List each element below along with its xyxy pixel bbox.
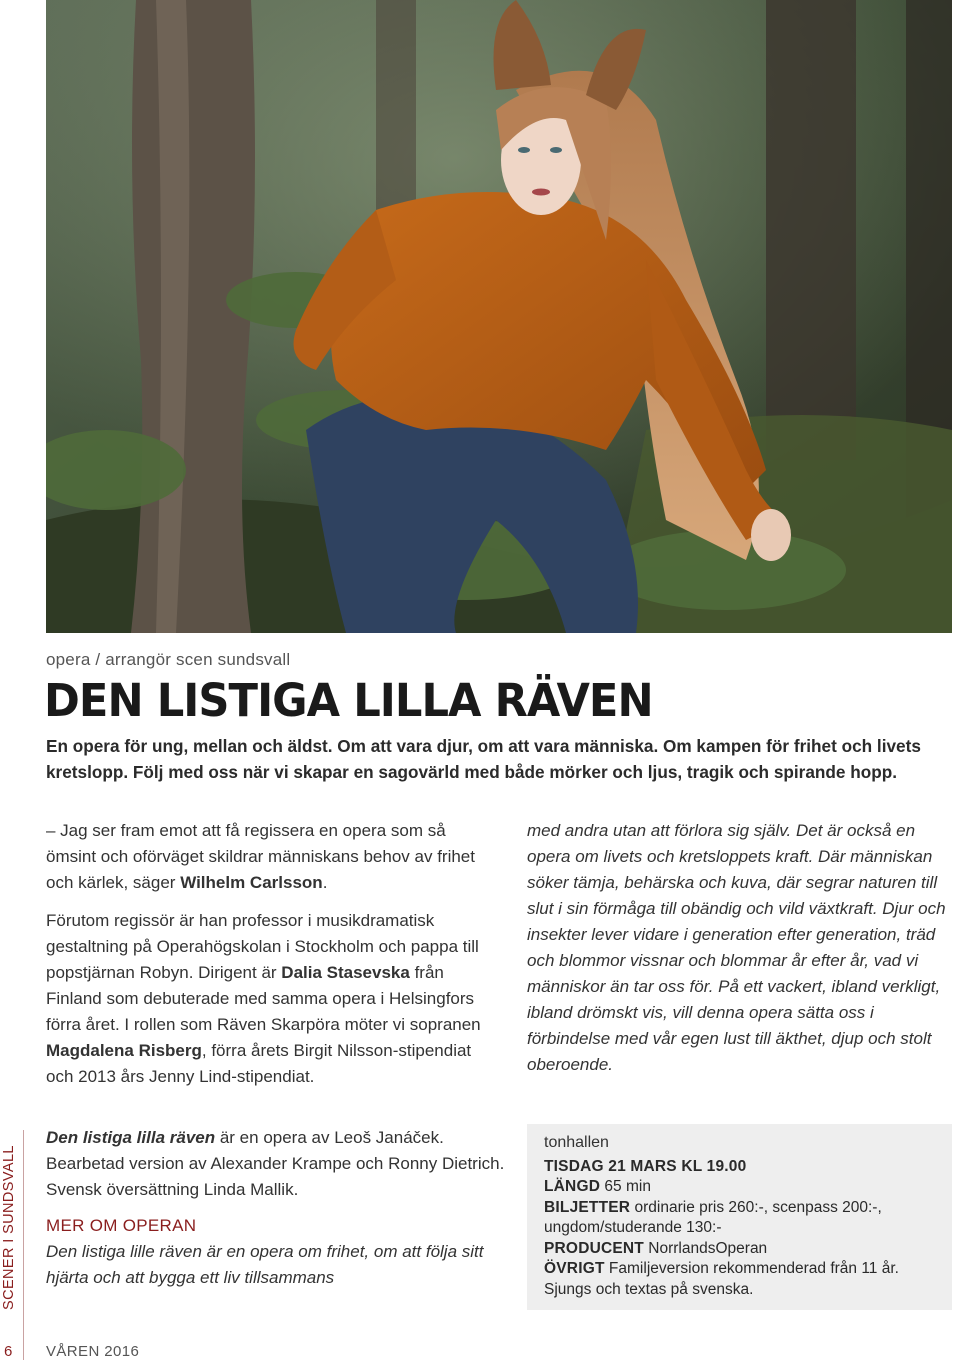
quote-end: .: [322, 873, 328, 892]
side-section-label: SCENER I SUNDSVALL: [1, 1145, 17, 1310]
about-section: [46, 1125, 516, 1291]
page-number: 6: [4, 1343, 13, 1360]
venue-name: tonhallen: [544, 1134, 609, 1151]
left-column: [46, 818, 486, 1102]
about-paragraph: [46, 1125, 516, 1203]
event-date: TISDAG 21 MARS KL 19.00: [544, 1157, 747, 1175]
page-title: DEN LISTIGA LILLA RÄVEN: [44, 674, 653, 727]
more-heading: MER OM OPERAN: [46, 1216, 197, 1235]
credits-text-b: från Finland som debuterade med samma opera i Helsingfors förra året. I rollen som Räven Skarpöra möter vi sopranen: [46, 963, 481, 1034]
quote-text: – Jag ser fram emot att få regissera en opera som så ömsint och oförväget skildrar människans behov av frihet och kärlek, säger: [46, 821, 475, 892]
issue-label: VÅREN 2016: [46, 1343, 140, 1360]
tickets-value: ordinarie pris 260:-, scenpass 200:-, ungdom/studerande 130:-: [544, 1198, 882, 1236]
more-body: Den listiga lille räven är en opera om frihet, om att följa sitt hjärta och att bygga ett liv tillsammans: [46, 1242, 484, 1287]
soprano-name: Magdalena Risberg: [46, 1041, 202, 1060]
other-label: ÖVRIGT: [544, 1260, 605, 1277]
forest-photo-icon: [46, 0, 952, 633]
length-row: [544, 1177, 938, 1198]
work-title: Den listiga lilla räven: [46, 1128, 216, 1147]
producer-row: [544, 1239, 938, 1260]
tickets-label: BILJETTER: [544, 1198, 631, 1216]
other-value: Familjeversion rekommenderad från 11 år. Sjungs och textas på svenska.: [544, 1260, 899, 1298]
about-text: är en opera av Leoš Janáček. Bearbetad version av Alexander Krampe och Ronny Dietrich. Svensk översättning Linda Mallik.: [46, 1128, 505, 1199]
credits-paragraph: [46, 908, 486, 1090]
credits-text-a: Förutom regissör är han professor i musikdramatisk gestaltning på Operahögskolan i Stockholm och pappa till popstjärnan Robyn. Dirigent är: [46, 911, 479, 982]
right-column-text: med andra utan att förlora sig själv. Det är också en opera om livets och kretsloppets kraft. Där människan söker tämja, behärska och kuva, där segrar naturen till slut i sin förmåga till obändig och vild växtkraft. Djur och insekter lever vidare i generation efter generation, träd och blommor vissnar och blommar år efter år, vad vi människor än tar oss för. På ett vackert, ibland verkligt, ibland drömskt vis, vill denna opera sätta oss i förbindelse med vår egen lust till äkthet, djup och stolt oberoende.: [527, 821, 946, 1074]
conductor-name: Dalia Stasevska: [281, 963, 410, 982]
tickets-row: [544, 1198, 938, 1239]
length-label: LÄNGD: [544, 1178, 601, 1195]
quote-paragraph: [46, 818, 486, 896]
director-name: Wilhelm Carlsson: [180, 873, 323, 892]
length-value: 65 min: [600, 1178, 651, 1195]
right-column: [527, 818, 952, 1078]
producer-label: PRODUCENT: [544, 1239, 644, 1257]
hero-photo: [46, 0, 952, 633]
event-info-box: [527, 1124, 952, 1310]
other-row: [544, 1259, 938, 1300]
section-kicker: opera / arrangör scen sundsvall: [46, 650, 291, 669]
side-divider: [23, 1130, 24, 1360]
producer-value: NorrlandsOperan: [643, 1239, 768, 1257]
credits-text-c: , förra årets Birgit Nilsson-stipendiat och 2013 års Jenny Lind-stipendiat.: [46, 1041, 472, 1086]
lead-paragraph: En opera för ung, mellan och äldst. Om att vara djur, om att vara människa. Om kampen för frihet och livets kretslopp. Följ med oss när vi skapar en sagovärld med både mörker och ljus, tragik och spirande hopp.: [46, 736, 921, 782]
